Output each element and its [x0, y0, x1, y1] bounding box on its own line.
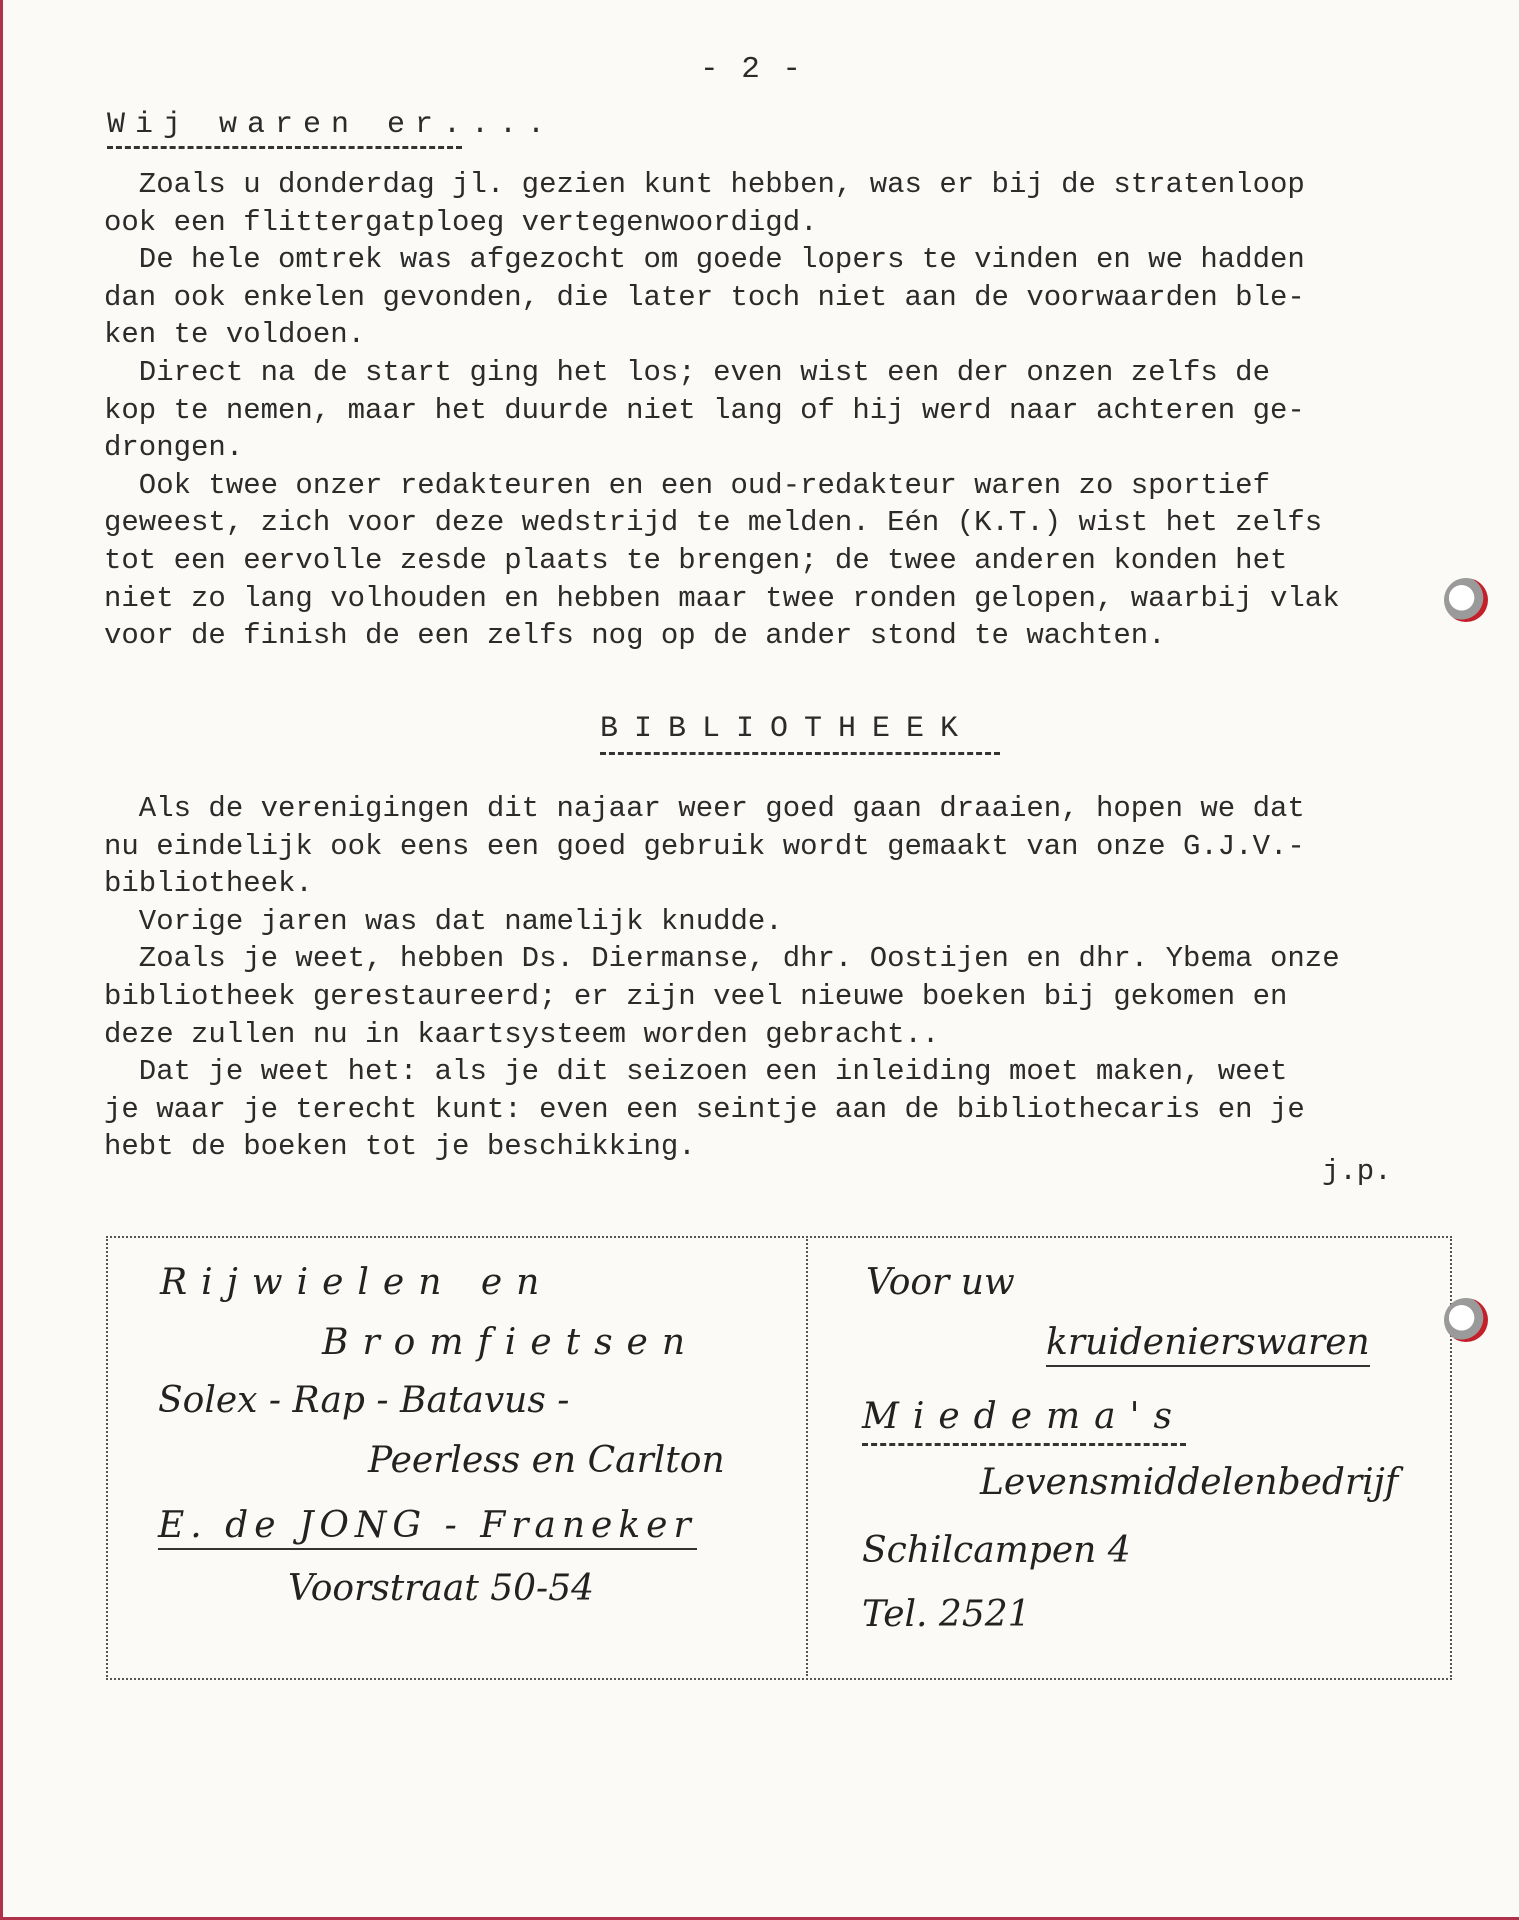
- title-underline: [107, 146, 462, 149]
- ad-bicycle-brands: Solex - Rap - Batavus -: [158, 1380, 570, 1421]
- text-line: nu eindelijk ook eens een goed gebruik wordt gemaakt van onze G.J.V.-: [104, 829, 1305, 863]
- text-line: kop te nemen, maar het duurde niet lang of hij werd naar achteren ge-: [104, 393, 1305, 427]
- ad-bicycle-shop-name: [158, 1505, 697, 1546]
- product-text: kruidenierswaren: [1046, 1322, 1370, 1367]
- article-body-bibliotheek: [104, 790, 1444, 1166]
- page-edge-left: [0, 0, 3, 1920]
- text-line: je waar je terecht kunt: even een seintje aan de bibliothecaris en je: [104, 1092, 1305, 1126]
- ad-bicycle-heading: Rijwielen en: [160, 1262, 554, 1303]
- ad-grocery-heading: Voor uw: [866, 1262, 1015, 1303]
- text-line: Direct na de start ging het los; even wist een der onzen zelfs de: [104, 355, 1270, 389]
- ad-grocery-business: Levensmiddelenbedrijf: [980, 1462, 1399, 1503]
- text-line: Zoals u donderdag jl. gezien kunt hebben, was er bij de stratenloop: [104, 168, 1305, 201]
- text-line: Zoals je weet, hebben Ds. Diermanse, dhr. Oostijen en dhr. Ybema onze: [104, 942, 1340, 976]
- text-line: ken te voldoen.: [104, 318, 366, 352]
- text-line: niet zo lang volhouden en hebben maar twee ronden gelopen, waarbij vlak: [104, 581, 1340, 615]
- article-body-stratenloop: [104, 166, 1444, 655]
- ad-bicycle-brands-2: Peerless en Carlton: [368, 1440, 725, 1481]
- text-line: Ook twee onzer redakteuren en een oud-redakteur waren zo sportief: [104, 468, 1270, 502]
- text-line: voor de finish de een zelfs nog op de ander stond te wachten.: [104, 619, 1166, 653]
- advertisement-divider: [806, 1236, 808, 1676]
- binder-hole-icon: [1444, 1298, 1488, 1342]
- title-underline: [600, 752, 1000, 755]
- text-line: hebt de boeken tot je beschikking.: [104, 1130, 696, 1164]
- ad-bicycle-address: Voorstraat 50-54: [288, 1568, 595, 1609]
- text-line: tot een eervolle zesde plaats te brengen; de twee anderen konden het: [104, 543, 1288, 577]
- binder-hole-icon: [1444, 578, 1488, 622]
- ad-grocery-address: Schilcampen 4: [862, 1530, 1131, 1571]
- text-line: drongen.: [104, 431, 244, 465]
- text-line: De hele omtrek was afgezocht om goede lopers te vinden en we hadden: [104, 243, 1305, 277]
- text-line: ook een flittergatploeg vertegenwoordigd.: [104, 205, 818, 239]
- ad-grocery-shop-name: [862, 1396, 1186, 1437]
- text-line: bibliotheek.: [104, 867, 313, 901]
- text-line: dan ook enkelen gevonden, die later toch niet aan de voorwaarden ble-: [104, 280, 1305, 314]
- text-line: Dat je weet het: als je dit seizoen een inleiding moet maken, weet: [104, 1055, 1288, 1089]
- text-line: bibliotheek gerestaureerd; er zijn veel nieuwe boeken bij gekomen en: [104, 979, 1288, 1013]
- text-line: deze zullen nu in kaartsysteem worden gebracht..: [104, 1017, 940, 1051]
- text-line: Als de verenigingen dit najaar weer goed gaan draaien, hopen we dat: [104, 792, 1305, 825]
- article-title-bibliotheek: BIBLIOTHEEK: [600, 712, 975, 746]
- text-line: Vorige jaren was dat namelijk knudde.: [104, 904, 783, 938]
- article-title-wij-waren-er: Wij waren er....: [107, 108, 556, 142]
- ad-bicycle-subheading: Bromfietsen: [322, 1322, 700, 1363]
- page-number: - 2 -: [700, 52, 804, 87]
- text-line: geweest, zich voor deze wedstrijd te melden. Eén (K.T.) wist het zelfs: [104, 506, 1323, 540]
- shop-name-text: E. de JONG - Franeker: [158, 1505, 697, 1550]
- ad-grocery-product: [1046, 1322, 1370, 1363]
- author-signature: j.p.: [1322, 1155, 1392, 1188]
- ad-grocery-phone: Tel. 2521: [862, 1594, 1031, 1635]
- grocery-name-text: Miedema's: [862, 1396, 1186, 1446]
